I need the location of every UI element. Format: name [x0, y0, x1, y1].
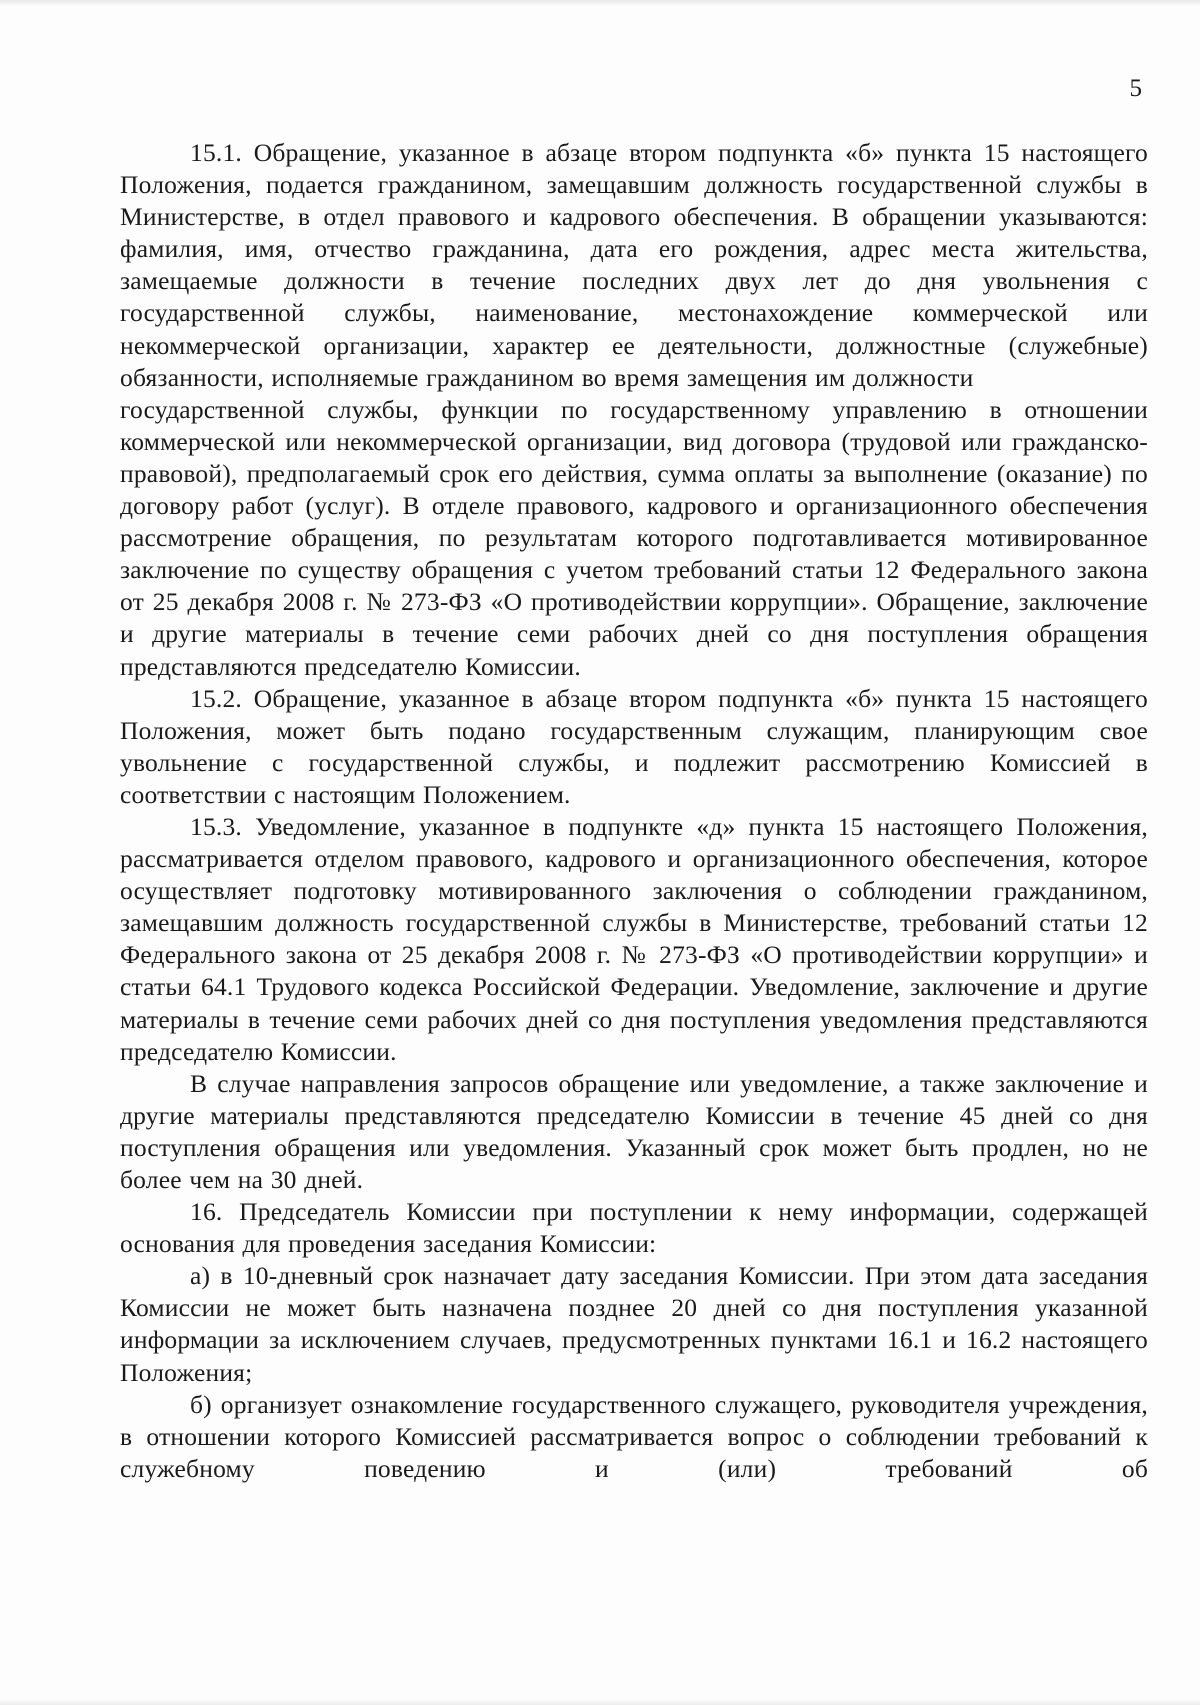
paragraph-16: 16. Председатель Комиссии при поступлении к нему информации, содержащей основания для проведения заседания Комиссии: — [120, 1197, 1148, 1259]
paragraph-15-2: 15.2. Обращение, указанное в абзаце втором подпункта «б» пункта 15 настоящего Положения, может быть подано государственным служащим, планирующим свое увольнение с государственной службы, и подлежит рассмотрению Комиссией в соответствии с настоящим Положением. — [120, 683, 1148, 809]
document-body — [120, 137, 1148, 1485]
paragraph-16-b: б) организует ознакомление государственного служащего, руководителя учреждения, в отношении которого Комиссией рассматривается вопрос о соблюдении требований к служебному поведению и (или) требований об — [120, 1389, 1148, 1483]
scan-bottom-edge — [0, 1699, 1200, 1705]
page-number: 5 — [1129, 75, 1142, 102]
scan-top-edge — [0, 0, 1200, 6]
paragraph-15-1-continuation: государственной службы, функции по государственному управлению в отношении коммерческой или некоммерческой организации, вид договора (трудовой или гражданско-правовой), предполагаемый срок его действия, сумма оплаты за выполнение (оказание) по договору работ (услуг). В отделе правового, кадрового и организационного обеспечения рассмотрение обращения, по результатам которого подготавливается мотивированное заключение по существу обращения с учетом требований статьи 12 Федерального закона от 25 декабря 2008 г. № 273-ФЗ «О противодействии коррупции». Обращение, заключение и другие материалы в течение семи рабочих дней со дня поступления обращения представляются председателю Комиссии. — [120, 394, 1148, 681]
paragraph-requests: В случае направления запросов обращение или уведомление, а также заключение и другие материалы представляются председателю Комиссии в течение 45 дней со дня поступления обращения или уведомления. Указанный срок может быть продлен, но не более чем на 30 дней. — [120, 1068, 1148, 1194]
paragraph-15-1: 15.1. Обращение, указанное в абзаце втором подпункта «б» пункта 15 настоящего Положения, подается гражданином, замещавшим должность государственной службы в Министерстве, в отдел правового и кадрового обеспечения. В обращении указываются: фамилия, имя, отчество гражданина, дата его рождения, адрес места жительства, замещаемые должности в течение последних двух лет до дня увольнения с государственной службы, наименование, местонахождение коммерческой или некоммерческой организации, характер ее деятельности, должностные (служебные) обязанности, исполняемые гражданином во время замещения им должности — [120, 138, 1148, 392]
paragraph-15-3: 15.3. Уведомление, указанное в подпункте «д» пункта 15 настоящего Положения, рассматривается отделом правового, кадрового и организационного обеспечения, которое осуществляет подготовку мотивированного заключения о соблюдении гражданином, замещавшим должность государственной службы в Министерстве, требований статьи 12 Федерального закона от 25 декабря 2008 г. № 273-ФЗ «О противодействии коррупции» и статьи 64.1 Трудового кодекса Российской Федерации. Уведомление, заключение и другие материалы в течение семи рабочих дней со дня поступления уведомления представляются председателю Комиссии. — [120, 811, 1148, 1066]
paragraph-16-a: а) в 10-дневный срок назначает дату заседания Комиссии. При этом дата заседания Комиссии не может быть назначена позднее 20 дней со дня поступления указанной информации за исключением случаев, предусмотренных пунктами 16.1 и 16.2 настоящего Положения; — [120, 1261, 1148, 1387]
